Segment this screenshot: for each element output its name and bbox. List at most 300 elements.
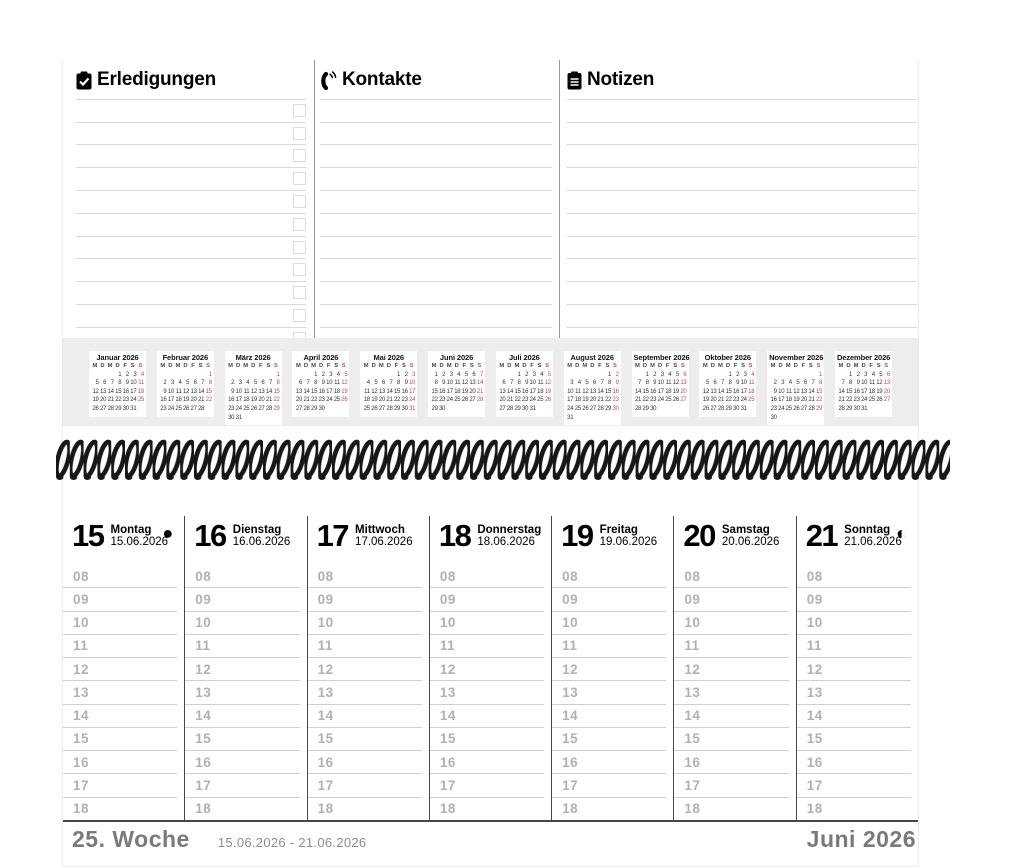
mini-day-number: 4 xyxy=(140,371,144,378)
mini-day-number: 11 xyxy=(869,380,875,387)
hour-slot[interactable] xyxy=(185,588,299,611)
hour-slot[interactable] xyxy=(797,774,911,797)
mini-month-week xyxy=(769,405,822,414)
hour-slot[interactable] xyxy=(430,774,544,797)
mini-day-number: 19 xyxy=(876,388,883,395)
mini-day-number: 7 xyxy=(306,380,310,387)
mini-day-number: 23 xyxy=(228,405,235,412)
ruled-line xyxy=(76,305,306,328)
contacts-title: Kontakte xyxy=(342,69,422,90)
weekday-label: F xyxy=(598,363,602,369)
hour-slot[interactable] xyxy=(797,612,911,635)
mini-day-number: 4 xyxy=(457,371,461,378)
hour-label: 08 xyxy=(317,568,334,584)
mini-day-number: 13 xyxy=(295,388,302,395)
hour-label: 15 xyxy=(806,731,823,747)
ruled-line xyxy=(76,100,306,123)
weekday-label: S xyxy=(469,363,474,369)
hour-slot[interactable] xyxy=(797,705,911,728)
mini-day-number: 3 xyxy=(864,371,868,378)
mini-day-number: 24 xyxy=(861,397,868,404)
mini-day-number: 2 xyxy=(125,371,129,378)
mini-month xyxy=(699,351,756,417)
mini-day-number: 8 xyxy=(849,380,853,387)
mini-day-number: 9 xyxy=(321,380,325,387)
mini-day-number: 5 xyxy=(186,380,190,387)
mini-day-number: 23 xyxy=(122,397,129,404)
day-date: 19.06.2026 xyxy=(599,536,658,548)
hour-slot[interactable] xyxy=(674,705,788,728)
hour-slot[interactable] xyxy=(63,612,177,635)
mini-day-number: 5 xyxy=(253,380,257,387)
mini-day-number: 25 xyxy=(175,405,182,412)
mini-day-number: 18 xyxy=(868,388,875,395)
hour-slot[interactable] xyxy=(185,565,299,588)
mini-day-number: 20 xyxy=(499,397,506,404)
mini-day-number: 6 xyxy=(502,380,506,387)
mini-day-number: 27 xyxy=(883,397,890,404)
mini-day-number: 29 xyxy=(431,405,438,412)
hour-label: 08 xyxy=(195,568,212,584)
hour-slot[interactable] xyxy=(552,774,666,797)
mini-day-number: 24 xyxy=(409,397,416,404)
hour-label: 12 xyxy=(684,661,701,677)
hour-slot[interactable] xyxy=(185,705,299,728)
mini-day-number: 22 xyxy=(845,397,853,404)
hour-slot[interactable] xyxy=(797,728,911,751)
weekday-label: S xyxy=(537,363,542,369)
hour-slot[interactable] xyxy=(552,588,666,611)
hour-label: 17 xyxy=(439,778,456,794)
hour-slot[interactable] xyxy=(308,705,422,728)
mini-month-weekdays xyxy=(362,362,415,371)
ruled-line xyxy=(76,237,306,260)
weekday-label: F xyxy=(191,363,195,369)
mini-day-number: 13 xyxy=(469,380,476,387)
mini-day-number: 17 xyxy=(567,397,574,404)
mini-month-week xyxy=(159,405,212,414)
hour-slot[interactable] xyxy=(63,565,177,588)
mini-day-number: 7 xyxy=(841,380,845,387)
mini-month-title: Juni 2026 xyxy=(439,353,474,362)
mini-month-week xyxy=(430,388,483,397)
hour-slot[interactable] xyxy=(308,728,422,751)
hour-slot[interactable] xyxy=(552,705,666,728)
mini-day-number: 16 xyxy=(401,388,408,395)
mini-month-week xyxy=(227,371,280,380)
mini-day-number: 21 xyxy=(198,397,205,404)
mini-day-number: 8 xyxy=(314,380,318,387)
hour-slot[interactable] xyxy=(308,681,422,704)
mini-day-number: 16 xyxy=(522,388,529,395)
hour-slot[interactable] xyxy=(308,774,422,797)
mini-day-number: 12 xyxy=(544,380,551,387)
hour-label: 13 xyxy=(317,684,334,700)
mini-month-week xyxy=(566,371,619,380)
day-meta xyxy=(600,524,658,565)
notes-lines xyxy=(567,77,917,328)
hour-slot[interactable] xyxy=(63,751,177,774)
notes-section xyxy=(63,60,918,338)
mini-day-number xyxy=(573,371,581,380)
mini-day-number: 27 xyxy=(680,397,687,404)
hour-slot[interactable] xyxy=(797,798,911,820)
mini-day-number: 2 xyxy=(404,371,408,378)
mini-day-number xyxy=(581,414,589,423)
mini-day-number xyxy=(769,371,777,380)
mini-day-number: 10 xyxy=(861,380,868,387)
day-meta xyxy=(722,524,780,565)
ruled-line xyxy=(567,145,917,168)
hour-slot[interactable] xyxy=(552,635,666,658)
hour-slot[interactable] xyxy=(674,612,788,635)
mini-day-number: 20 xyxy=(883,388,890,395)
mini-day-number xyxy=(792,414,800,423)
mini-day-number: 25 xyxy=(137,397,144,404)
mini-day-number: 21 xyxy=(386,397,393,404)
hour-slot[interactable] xyxy=(430,658,544,681)
weekday-label: S xyxy=(477,363,481,369)
hour-slot[interactable] xyxy=(308,588,422,611)
mini-day-number xyxy=(498,371,506,380)
mini-month-weekdays xyxy=(227,362,280,371)
hour-slot[interactable] xyxy=(552,658,666,681)
hour-slot[interactable] xyxy=(674,798,788,820)
hour-label: 13 xyxy=(439,684,456,700)
hour-slot[interactable] xyxy=(63,658,177,681)
hour-slot[interactable] xyxy=(674,565,788,588)
weekday-label: M xyxy=(160,363,165,369)
mini-day-number: 23 xyxy=(522,397,529,404)
hour-slot[interactable] xyxy=(430,798,544,820)
mini-day-number xyxy=(656,405,664,414)
hour-slot[interactable] xyxy=(552,751,666,774)
hour-slot[interactable] xyxy=(797,635,911,658)
day-column xyxy=(551,516,673,820)
mini-month-week xyxy=(566,396,619,405)
mini-day-number: 7 xyxy=(509,380,513,387)
hour-slot[interactable] xyxy=(430,728,544,751)
mini-day-number xyxy=(588,414,596,423)
mini-day-number: 9 xyxy=(856,380,860,387)
mini-day-number: 31 xyxy=(130,405,137,412)
mini-day-number: 17 xyxy=(446,388,453,395)
hour-slot[interactable] xyxy=(308,658,422,681)
mini-month xyxy=(496,351,553,417)
mini-day-number: 2 xyxy=(615,371,619,378)
hour-slot[interactable] xyxy=(185,612,299,635)
mini-month-week xyxy=(91,396,144,405)
hour-slot[interactable] xyxy=(63,705,177,728)
mini-day-number: 26 xyxy=(582,405,589,412)
mini-month-weekdays xyxy=(837,362,890,371)
mini-day-number: 29 xyxy=(815,405,823,412)
hour-slot[interactable] xyxy=(674,751,788,774)
mini-day-number xyxy=(671,405,679,414)
mini-day-number: 27 xyxy=(499,405,506,412)
hour-slot[interactable] xyxy=(308,798,422,820)
mini-day-number: 1 xyxy=(819,371,823,378)
hour-slot[interactable] xyxy=(797,588,911,611)
mini-day-number: 3 xyxy=(133,371,137,378)
weekday-label: D xyxy=(846,363,851,369)
hour-slot[interactable] xyxy=(430,635,544,658)
hour-slot[interactable] xyxy=(63,798,177,820)
mini-month-title: Februar 2026 xyxy=(162,353,209,362)
mini-day-number xyxy=(573,414,581,423)
hour-slot[interactable] xyxy=(308,612,422,635)
hour-slots xyxy=(63,565,184,820)
hour-slot[interactable] xyxy=(63,635,177,658)
mini-month-week xyxy=(566,405,619,414)
mini-day-number xyxy=(634,371,642,380)
mini-day-number: 14 xyxy=(808,388,815,395)
mini-month-week xyxy=(837,405,890,414)
mini-month-weekdays xyxy=(430,362,483,371)
day-header xyxy=(308,516,429,565)
mini-day-number xyxy=(182,371,190,380)
mini-day-number: 3 xyxy=(170,380,174,387)
day-number: 19 xyxy=(561,518,593,553)
mini-month-week xyxy=(566,388,619,397)
hour-slot[interactable] xyxy=(430,588,544,611)
mini-day-number: 2 xyxy=(773,380,777,387)
hour-label: 18 xyxy=(73,801,90,817)
mini-month-week xyxy=(227,396,280,405)
mini-day-number: 16 xyxy=(439,388,446,395)
mini-day-number: 11 xyxy=(748,380,755,387)
hour-slot[interactable] xyxy=(552,728,666,751)
mini-month-week xyxy=(362,371,415,380)
hour-label: 10 xyxy=(73,615,90,631)
day-meta xyxy=(844,524,902,565)
hour-label: 14 xyxy=(684,708,701,724)
mini-day-number: 26 xyxy=(341,397,348,404)
mini-day-number: 5 xyxy=(675,371,679,378)
mini-day-number: 16 xyxy=(160,397,167,404)
mini-day-number: 4 xyxy=(668,371,672,378)
mini-day-number: 28 xyxy=(808,405,815,412)
hour-slot[interactable] xyxy=(797,658,911,681)
mini-day-number: 29 xyxy=(604,405,612,412)
hour-label: 11 xyxy=(195,638,211,654)
mini-day-number: 22 xyxy=(311,397,318,404)
mini-day-number: 14 xyxy=(838,388,845,395)
mini-day-number xyxy=(596,371,604,380)
hour-label: 09 xyxy=(317,591,334,607)
mini-day-number: 26 xyxy=(250,405,257,412)
mini-day-number: 27 xyxy=(295,405,302,412)
hour-slot[interactable] xyxy=(674,681,788,704)
mini-day-number: 20 xyxy=(710,397,717,404)
hour-label: 15 xyxy=(562,731,579,747)
mini-day-number: 7 xyxy=(600,380,604,387)
mini-month-weekdays xyxy=(701,362,754,371)
hour-label: 09 xyxy=(806,591,823,607)
weekday-label: M xyxy=(446,363,452,369)
hour-label: 16 xyxy=(73,754,90,770)
mini-day-number: 5 xyxy=(374,380,378,387)
hour-slot[interactable] xyxy=(63,774,177,797)
mini-day-number: 9 xyxy=(615,380,619,387)
mini-day-number: 5 xyxy=(344,371,348,378)
hour-slot[interactable] xyxy=(552,565,666,588)
mini-day-number: 8 xyxy=(728,380,732,387)
weekday-label: F xyxy=(801,363,805,369)
hour-slot[interactable] xyxy=(308,565,422,588)
hour-slot[interactable] xyxy=(308,635,422,658)
hour-slot[interactable] xyxy=(552,798,666,820)
mini-day-number xyxy=(249,371,257,380)
hour-label: 18 xyxy=(317,801,334,817)
day-date: 21.06.2026 xyxy=(844,536,902,548)
mini-day-number: 1 xyxy=(118,371,122,378)
mini-day-number: 19 xyxy=(582,397,589,404)
mini-day-number: 20 xyxy=(258,397,265,404)
mini-day-number xyxy=(875,405,883,414)
mini-day-number: 23 xyxy=(612,397,619,404)
mini-day-number xyxy=(664,405,672,414)
mini-day-number: 19 xyxy=(702,397,709,404)
mini-month-week xyxy=(769,396,822,405)
day-name: Sonntag xyxy=(844,524,891,536)
hour-slot[interactable] xyxy=(674,658,788,681)
mini-day-number: 5 xyxy=(547,371,551,378)
weekday-label: D xyxy=(861,363,866,369)
mini-day-number: 2 xyxy=(321,371,325,378)
hour-slots xyxy=(308,565,429,820)
hour-label: 16 xyxy=(195,754,212,770)
weekday-label: M xyxy=(363,363,369,369)
hour-slot[interactable] xyxy=(185,751,299,774)
weekday-label: F xyxy=(530,363,534,369)
mini-month xyxy=(89,351,146,417)
weekday-label: D xyxy=(642,363,647,369)
hour-label: 10 xyxy=(195,615,212,631)
day-date: 17.06.2026 xyxy=(355,536,413,548)
hour-label: 16 xyxy=(562,754,579,770)
hour-slot[interactable] xyxy=(430,612,544,635)
hour-slot[interactable] xyxy=(63,681,177,704)
hour-label: 18 xyxy=(806,801,823,817)
hour-slot[interactable] xyxy=(797,681,911,704)
hour-slot[interactable] xyxy=(430,565,544,588)
mini-day-number: 10 xyxy=(235,388,242,395)
mini-month-week xyxy=(634,396,687,405)
mini-month-title: Mai 2026 xyxy=(373,353,404,362)
mini-day-number xyxy=(340,405,348,414)
hour-slot[interactable] xyxy=(674,635,788,658)
hour-slot[interactable] xyxy=(674,588,788,611)
mini-day-number: 19 xyxy=(341,388,348,395)
weekday-label: S xyxy=(402,363,406,369)
ruled-line xyxy=(567,77,917,100)
mini-day-number xyxy=(234,371,242,380)
mini-day-number: 26 xyxy=(371,405,378,412)
mini-day-number: 27 xyxy=(589,405,596,412)
hour-slot[interactable] xyxy=(430,681,544,704)
mini-month-week xyxy=(430,371,483,380)
hour-slot[interactable] xyxy=(63,588,177,611)
hour-slot[interactable] xyxy=(185,774,299,797)
mini-day-number xyxy=(701,371,709,380)
weekday-label: S xyxy=(341,363,346,369)
hour-slot[interactable] xyxy=(185,681,299,704)
hour-slot[interactable] xyxy=(63,728,177,751)
mini-day-number: 17 xyxy=(130,388,137,395)
hour-slot[interactable] xyxy=(430,751,544,774)
hour-label: 18 xyxy=(562,801,579,817)
ruled-line xyxy=(320,237,552,260)
hour-slot[interactable] xyxy=(552,681,666,704)
hour-slot[interactable] xyxy=(674,774,788,797)
hour-slots xyxy=(797,565,918,820)
day-column xyxy=(63,516,184,820)
mini-day-number: 22 xyxy=(431,397,438,404)
mini-day-number: 20 xyxy=(378,397,385,404)
hour-label: 12 xyxy=(562,661,579,677)
weekday-label: S xyxy=(816,363,821,369)
mini-day-number: 7 xyxy=(479,371,483,378)
mini-day-number: 1 xyxy=(208,371,212,378)
mini-day-number: 29 xyxy=(273,405,280,412)
hour-slot[interactable] xyxy=(797,565,911,588)
mini-month-week xyxy=(91,371,144,380)
mini-day-number: 16 xyxy=(612,388,619,395)
mini-month-weekdays xyxy=(498,362,551,371)
mini-day-number: 13 xyxy=(190,388,197,395)
mini-day-number: 15 xyxy=(725,388,732,395)
mini-day-number: 30 xyxy=(853,405,860,412)
ruled-line xyxy=(567,237,917,260)
day-header xyxy=(552,516,673,565)
contacts-column xyxy=(314,60,559,338)
mini-day-number: 14 xyxy=(303,388,310,395)
hour-slot[interactable] xyxy=(308,751,422,774)
mini-day-number: 15 xyxy=(604,388,612,395)
day-meta xyxy=(477,524,541,565)
ruled-line xyxy=(567,259,917,282)
hour-slot[interactable] xyxy=(185,658,299,681)
mini-day-number: 4 xyxy=(366,380,370,387)
mini-month-title: November 2026 xyxy=(769,353,824,362)
weekday-label: D xyxy=(725,363,730,369)
mini-day-number xyxy=(505,371,513,380)
mini-day-number: 23 xyxy=(160,405,167,412)
hour-slot[interactable] xyxy=(430,705,544,728)
mini-day-number: 3 xyxy=(449,371,453,378)
mini-day-number xyxy=(445,405,453,414)
mini-day-number: 26 xyxy=(461,397,468,404)
mini-day-number: 26 xyxy=(672,397,679,404)
mini-day-number: 17 xyxy=(167,397,174,404)
mini-day-number: 11 xyxy=(537,380,544,387)
weekday-label: M xyxy=(853,363,859,369)
mini-month xyxy=(157,351,214,417)
hour-slot[interactable] xyxy=(185,635,299,658)
mini-day-number xyxy=(370,371,378,380)
mini-day-number: 17 xyxy=(861,388,868,395)
todo-lines xyxy=(76,77,306,328)
hour-slot[interactable] xyxy=(797,751,911,774)
mini-day-number: 12 xyxy=(582,388,589,395)
hour-slot[interactable] xyxy=(185,728,299,751)
hour-slot[interactable] xyxy=(552,612,666,635)
mini-day-number: 29 xyxy=(642,405,649,412)
hour-slot[interactable] xyxy=(674,728,788,751)
hour-slot[interactable] xyxy=(185,798,299,820)
weekday-label: S xyxy=(334,363,338,369)
